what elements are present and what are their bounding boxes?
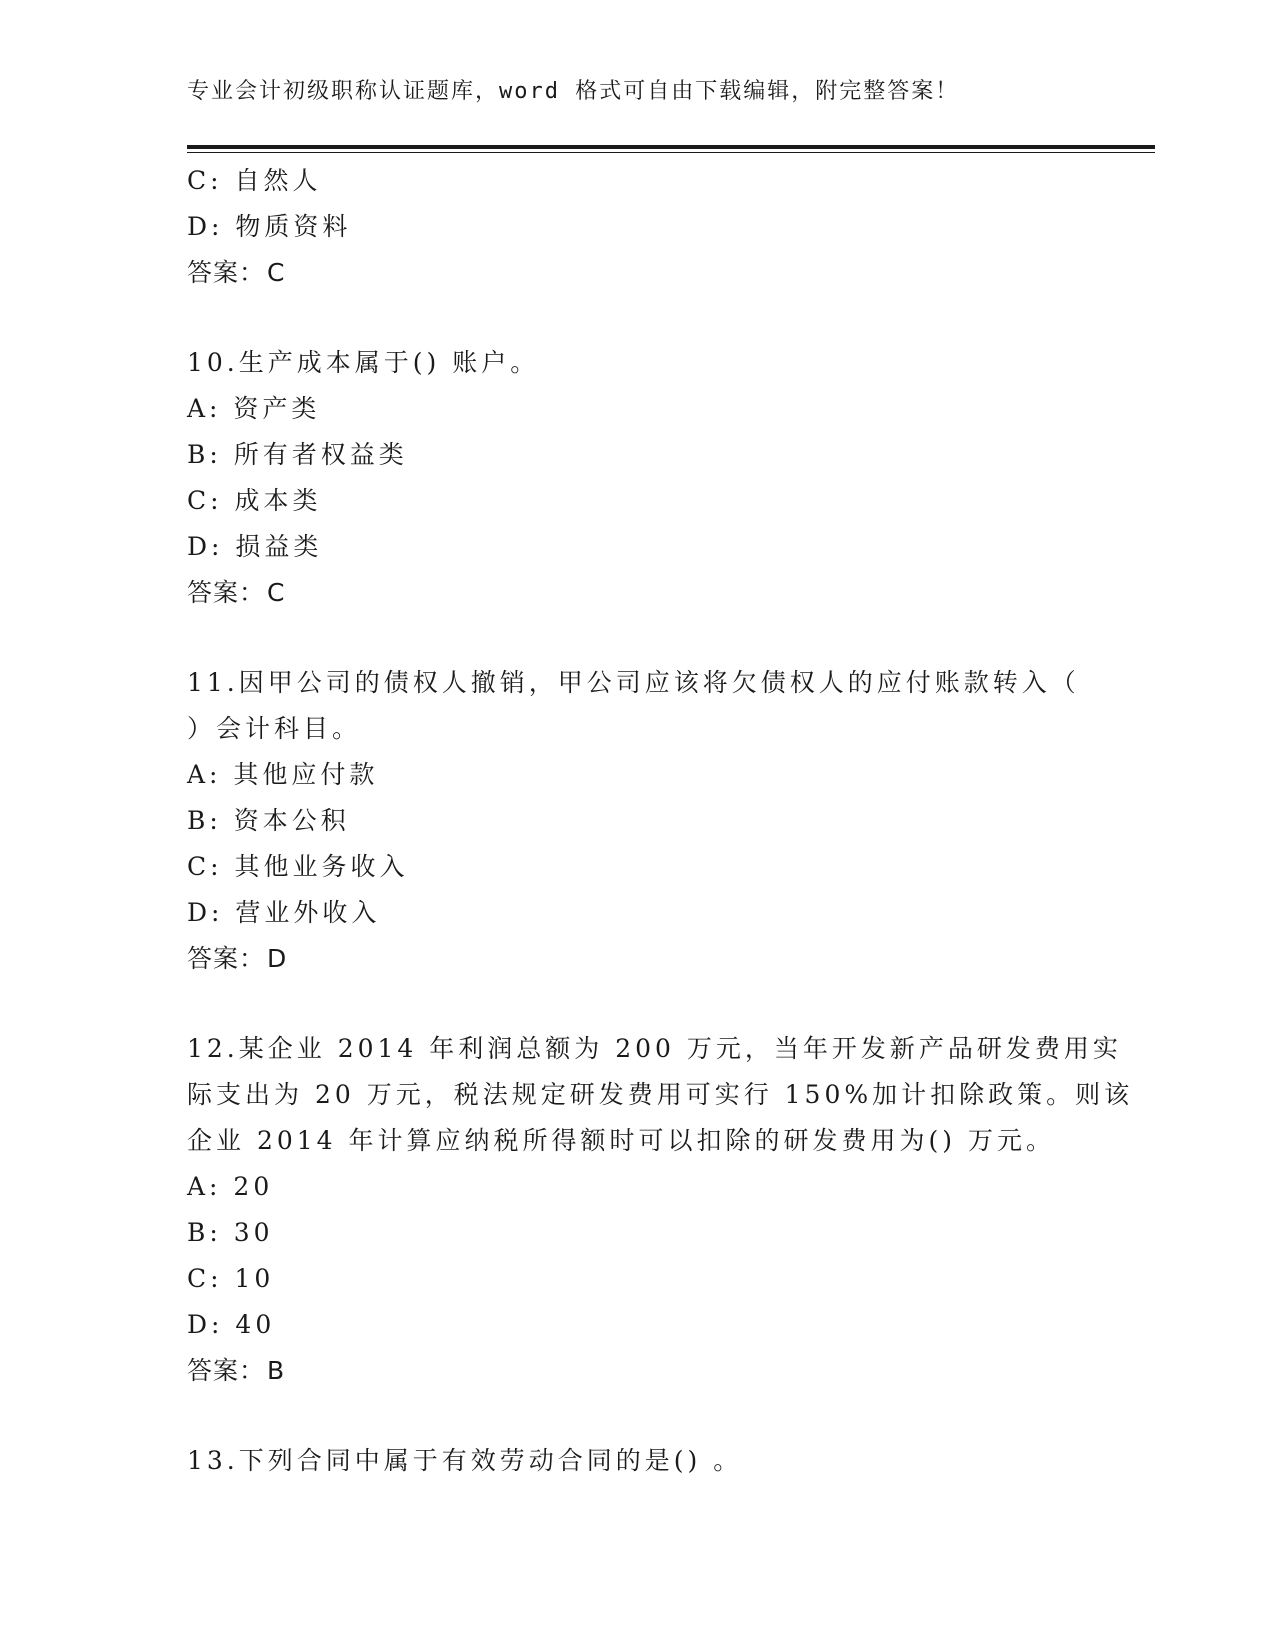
question-text: 企业 2014 年计算应纳税所得额时可以扣除的研发费用为() 万元。 xyxy=(187,1126,1055,1155)
answer-line xyxy=(187,1348,1087,1394)
header-rule-thin xyxy=(187,152,1155,153)
option: B: 资本公积 xyxy=(187,806,350,835)
option: C: 自然人 xyxy=(187,166,322,195)
option: D: 营业外收入 xyxy=(187,898,381,927)
question-11 xyxy=(187,660,1087,982)
option: A: 其他应付款 xyxy=(187,760,379,789)
answer-value: C xyxy=(267,578,286,607)
page-header: 专业会计初级职称认证题库，word 格式可自由下载编辑，附完整答案！ xyxy=(187,79,960,104)
question-fragment xyxy=(187,158,1087,296)
question-text: ）会计科目。 xyxy=(187,714,362,743)
option: D: 40 xyxy=(187,1310,276,1339)
question-text: 10.生产成本属于() 账户。 xyxy=(187,348,540,377)
question-10 xyxy=(187,340,1087,616)
option: B: 所有者权益类 xyxy=(187,440,408,469)
question-content xyxy=(187,158,1134,1484)
option: D: 损益类 xyxy=(187,532,323,561)
answer-line xyxy=(187,570,1087,616)
question-text: 11.因甲公司的债权人撤销，甲公司应该将欠债权人的应付账款转入（ xyxy=(187,668,1080,697)
option: C: 成本类 xyxy=(187,486,322,515)
question-text: 际支出为 20 万元，税法规定研发费用可实行 150%加计扣除政策。则该 xyxy=(187,1080,1134,1109)
answer-label: 答案： xyxy=(187,1356,266,1385)
question-12 xyxy=(187,1026,1134,1394)
answer-value: C xyxy=(267,258,286,287)
question-text: 13.下列合同中属于有效劳动合同的是() 。 xyxy=(187,1446,743,1475)
option: D: 物质资料 xyxy=(187,212,352,241)
answer-value: B xyxy=(267,1356,286,1385)
option: C: 10 xyxy=(187,1264,275,1293)
answer-line xyxy=(187,250,1087,296)
header-rule-thick xyxy=(187,145,1155,149)
option: B: 30 xyxy=(187,1218,274,1247)
option: C: 其他业务收入 xyxy=(187,852,409,881)
answer-label: 答案： xyxy=(187,944,266,973)
answer-line xyxy=(187,936,1087,982)
answer-label: 答案： xyxy=(187,578,266,607)
option: A: 20 xyxy=(187,1172,274,1201)
question-text: 12.某企业 2014 年利润总额为 200 万元，当年开发新产品研发费用实 xyxy=(187,1034,1122,1063)
answer-value: D xyxy=(267,944,288,973)
answer-label: 答案： xyxy=(187,258,266,287)
question-13 xyxy=(187,1438,1087,1484)
option: A: 资产类 xyxy=(187,394,321,423)
